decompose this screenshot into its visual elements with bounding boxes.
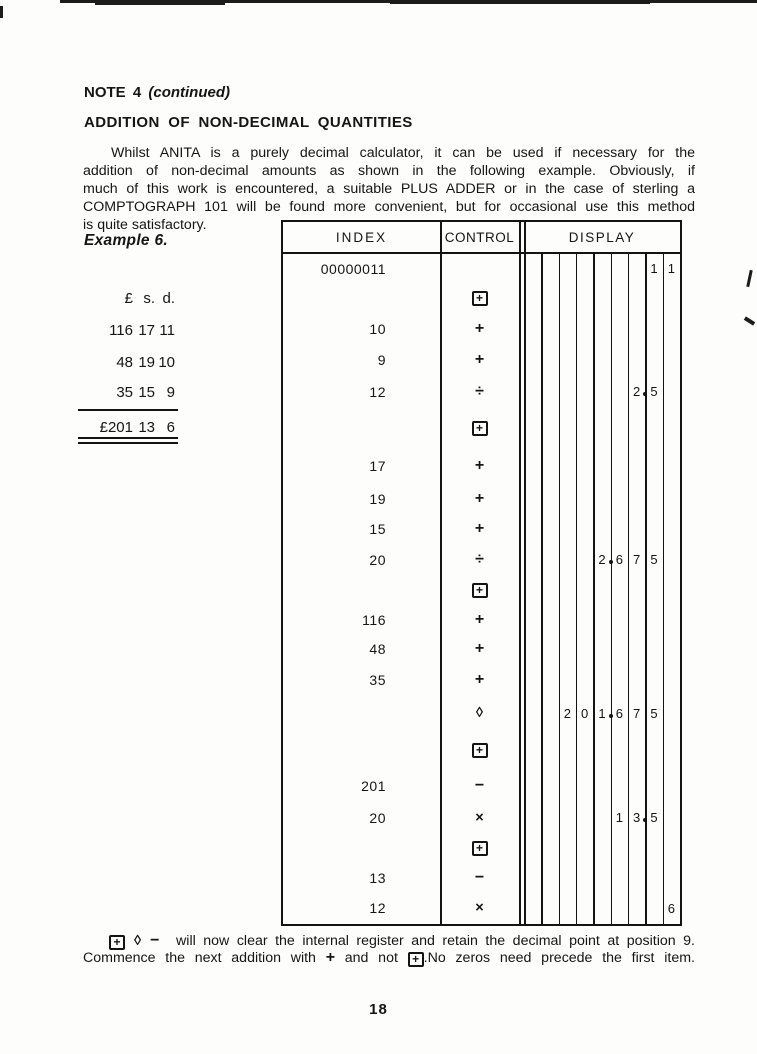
sterling-row <box>78 378 175 406</box>
note-continued-text: (continued) <box>148 84 231 101</box>
worksheet-header <box>283 222 680 254</box>
multiply-operator: × <box>475 809 484 826</box>
multiply-operator: × <box>475 900 484 916</box>
worksheet-row <box>283 484 680 514</box>
control-key <box>440 664 519 695</box>
worksheet-row <box>283 634 680 664</box>
example-label: Example 6. <box>84 232 168 249</box>
operator-symbol: + <box>474 490 485 507</box>
display-digit: 1 <box>667 261 675 276</box>
footnote-line1-text: will now clear the internal register and retain the decimal point at position 9. <box>168 933 695 949</box>
operator-symbol: + <box>474 640 485 657</box>
sterling-cell: 116 <box>109 321 133 339</box>
worksheet-row <box>283 345 680 375</box>
display-digit: 5 <box>650 384 658 399</box>
worksheet-row <box>283 802 680 833</box>
sterling-cell: 11 <box>159 321 175 339</box>
sterling-cell: 48 <box>116 353 133 371</box>
index-value: 19 <box>369 491 386 507</box>
operator-symbol: − <box>150 932 160 949</box>
control-key <box>440 802 519 833</box>
display-digit: 2 <box>633 384 641 399</box>
worksheet-row <box>283 664 680 695</box>
worksheet-row <box>283 254 680 283</box>
paragraph-line: addition of non-decimal amounts as shown in the following example. Obviously, if <box>83 163 695 179</box>
decimal-point <box>609 560 613 564</box>
index-value: 17 <box>369 458 386 474</box>
worksheet-column-header: INDEX <box>335 229 388 245</box>
footnote-line1 <box>83 932 695 950</box>
note-title <box>84 84 230 101</box>
display-digit: 1 <box>650 261 658 276</box>
index-value: 48 <box>369 641 386 657</box>
note-title-text: NOTE 4 <box>84 84 142 101</box>
control-key <box>440 484 519 514</box>
paragraph-line: much of this work is encountered, a suitable PLUS ADDER or in the case of sterling a <box>83 181 695 197</box>
sterling-cell: 10 <box>158 353 175 371</box>
worksheet-row <box>283 448 680 484</box>
footnote-line2-suffix: .No zeros need precede the first item. <box>423 950 695 966</box>
sterling-cell: s. <box>143 289 155 307</box>
sterling-row <box>78 346 175 378</box>
display-digit: 5 <box>650 810 658 825</box>
display-digit: 7 <box>633 705 641 721</box>
control-key <box>440 448 519 484</box>
boxed-plus-key-icon: + <box>109 935 125 950</box>
display-digit: 6 <box>615 705 623 721</box>
worksheet-row <box>283 731 680 769</box>
display-digit: 1 <box>615 810 623 825</box>
worksheet-row <box>283 575 680 605</box>
sterling-cell: 17 <box>138 321 155 339</box>
control-key <box>440 514 519 544</box>
worksheet-column-header: DISPLAY <box>568 229 636 245</box>
sterling-cell: 15 <box>138 383 155 401</box>
sterling-cell: 13 <box>138 418 155 436</box>
worksheet-column-header: CONTROL <box>444 229 515 245</box>
index-value: 201 <box>361 777 386 794</box>
display-digit: 5 <box>650 705 658 721</box>
footnote-symbol <box>150 933 159 949</box>
index-value: 13 <box>369 869 386 886</box>
scan-artifact-top-bar-thick-mid <box>390 0 650 4</box>
sterling-double-rule-2 <box>78 442 178 444</box>
sterling-header-row <box>78 282 175 314</box>
operator-symbol: + <box>474 610 485 628</box>
footnote-line2-mid: and not <box>335 950 408 966</box>
scan-artifact-right-tick-2 <box>744 316 755 325</box>
worksheet-row <box>283 283 680 313</box>
control-key <box>440 544 519 575</box>
index-value: 9 <box>377 352 386 368</box>
boxed-plus-key-icon: + <box>472 291 488 306</box>
control-key <box>440 575 519 605</box>
footnote-line2-prefix: Commence the next addition with <box>83 950 326 966</box>
scan-artifact-top-bar-thick-left <box>95 0 225 5</box>
worksheet-row <box>283 769 680 802</box>
display-digit: 1 <box>598 705 606 721</box>
index-value: 20 <box>369 551 386 568</box>
paragraph-line: is quite satisfactory. <box>83 217 207 233</box>
control-key <box>440 769 519 802</box>
control-key <box>440 283 519 313</box>
control-key <box>440 695 519 731</box>
index-value: 15 <box>369 521 386 537</box>
display-digit: 3 <box>633 810 641 825</box>
sterling-cell: 35 <box>116 383 133 401</box>
control-key <box>440 634 519 664</box>
diamond-key-icon: ◊ <box>475 705 484 721</box>
index-value: 35 <box>369 671 386 688</box>
display-digit: 2 <box>563 705 571 721</box>
display-digit: 2 <box>598 552 606 567</box>
diamond-key-icon: ◊ <box>134 933 142 949</box>
worksheet-row <box>283 833 680 863</box>
paragraph-line: COMPTOGRAPH 101 will be found more convenient, but for occasional use this method <box>83 199 695 215</box>
display-digit: 6 <box>667 900 675 916</box>
boxed-plus-key-icon: + <box>472 583 488 598</box>
index-value: 12 <box>369 900 386 916</box>
paragraph-line: Whilst ANITA is a purely decimal calculator, it can be used if necessary for the <box>111 145 695 161</box>
sterling-double-rule-1 <box>78 437 178 439</box>
display-digit: 6 <box>615 552 623 567</box>
sterling-cell: d. <box>162 289 175 307</box>
footnote-symbol <box>134 933 141 949</box>
index-value: 00000011 <box>320 260 386 277</box>
worksheet-row <box>283 408 680 448</box>
scan-artifact-left-hook <box>0 6 3 18</box>
scan-artifact-right-tick-1 <box>746 270 752 287</box>
sterling-cell: 9 <box>166 383 175 401</box>
control-key <box>440 408 519 448</box>
control-key <box>440 375 519 408</box>
worksheet-row <box>283 514 680 544</box>
decimal-point <box>609 714 613 718</box>
worksheet-row <box>283 892 680 924</box>
control-key <box>440 731 519 769</box>
operator-symbol: + <box>474 351 485 368</box>
worksheet-row <box>283 375 680 408</box>
index-value: 12 <box>369 383 386 400</box>
sterling-row <box>78 314 175 346</box>
control-key <box>440 345 519 375</box>
display-digit: 0 <box>581 705 589 721</box>
index-value: 116 <box>362 611 386 628</box>
worksheet-row <box>283 863 680 892</box>
footnote-line2 <box>83 949 695 967</box>
sterling-cell: £ <box>124 289 133 307</box>
operator-symbol: + <box>325 949 336 966</box>
operator-symbol: + <box>474 670 485 688</box>
boxed-plus-key-icon: + <box>408 952 424 967</box>
operator-symbol: + <box>474 457 485 474</box>
boxed-plus-key-icon: + <box>472 421 488 436</box>
sterling-total-rule <box>78 409 178 411</box>
operator-symbol: + <box>474 520 485 537</box>
control-key <box>440 833 519 863</box>
operator-symbol: − <box>474 776 485 794</box>
operator-symbol: − <box>474 868 485 886</box>
worksheet-row <box>283 605 680 634</box>
control-key <box>440 313 519 345</box>
operator-symbol: ÷ <box>475 382 484 400</box>
footnote-symbol <box>109 933 125 949</box>
section-title: ADDITION OF NON-DECIMAL QUANTITIES <box>84 114 413 131</box>
operator-symbol: ÷ <box>475 550 484 568</box>
worksheet-row <box>283 695 680 731</box>
index-value: 10 <box>369 321 386 337</box>
sterling-cell: £201 <box>99 418 133 436</box>
operator-symbol: + <box>474 320 485 337</box>
control-key <box>440 605 519 634</box>
worksheet-row <box>283 313 680 345</box>
boxed-plus-key-icon: + <box>472 841 488 856</box>
control-key <box>440 892 519 924</box>
sterling-cell: 6 <box>166 418 175 436</box>
control-key <box>440 863 519 892</box>
page-number: 18 <box>369 1001 388 1018</box>
index-value: 20 <box>369 809 386 826</box>
boxed-plus-key-icon: + <box>472 743 488 758</box>
display-digit: 7 <box>633 552 641 567</box>
worksheet-row <box>283 544 680 575</box>
worksheet-table <box>281 220 682 926</box>
sterling-cell: 19 <box>138 353 155 371</box>
display-digit: 5 <box>650 552 658 567</box>
